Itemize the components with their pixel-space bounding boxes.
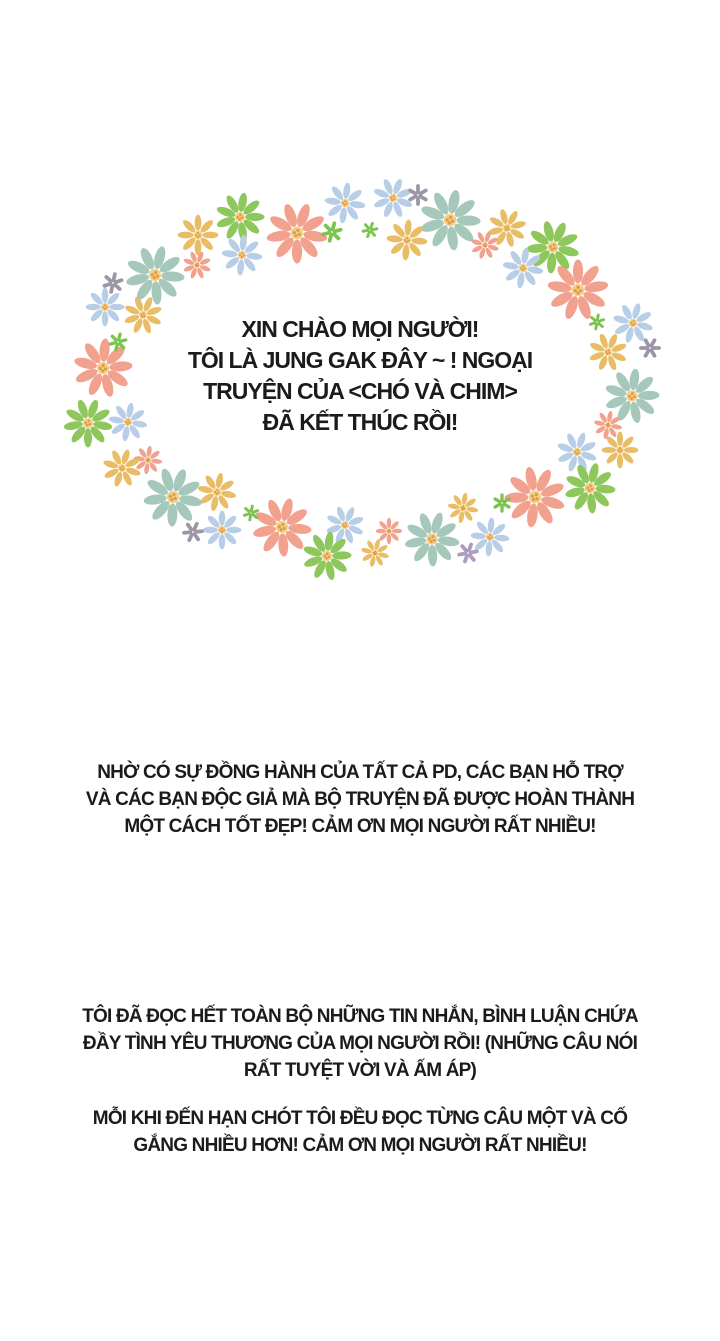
greeting-text	[0, 314, 720, 438]
thanks-paragraph	[0, 759, 720, 840]
daisy-flower-icon	[118, 239, 191, 312]
daisy-flower-icon	[385, 218, 429, 262]
thanks-line-2: VÀ CÁC BẠN ĐỘC GIẢ MÀ BỘ TRUYỆN ĐÃ ĐƯỢC HOÀN THÀNH	[85, 789, 635, 810]
daisy-flower-icon	[178, 215, 219, 256]
sparkle-flower-icon	[182, 521, 204, 544]
greeting-line-3: TRUYỆN CỦA <CHÓ VÀ CHIM>	[203, 378, 517, 404]
greeting-line-4: ĐÃ KẾT THÚC RỒI!	[262, 409, 458, 435]
sparkle-flower-icon	[458, 542, 479, 564]
daisy-flower-icon	[203, 511, 242, 550]
thanks-line-1: NHỜ CÓ SỰ ĐỒNG HÀNH CỦA TẤT CẢ PD, CÁC BẠN HỖ TRỢ	[97, 762, 623, 783]
daisy-flower-icon	[559, 457, 621, 519]
greeting-line-1: XIN CHÀO MỌI NGƯỜI!	[241, 316, 479, 342]
sparkle-flower-icon	[362, 221, 378, 238]
daisy-flower-icon	[194, 469, 240, 515]
daisy-flower-icon	[547, 259, 609, 320]
daisy-flower-icon	[376, 518, 403, 545]
messages-line-3: RẤT TUYỆT VỜI VÀ ẤM ÁP)	[243, 1060, 477, 1081]
daisy-flower-icon	[493, 455, 576, 538]
deadline-paragraph	[0, 1105, 720, 1159]
messages-line-2: ĐẦY TÌNH YÊU THƯƠNG CỦA MỌI NGƯỜI RỒI! (NHỮNG CÂU NÓI	[82, 1033, 638, 1054]
daisy-flower-icon	[322, 180, 368, 226]
daisy-flower-icon	[211, 189, 268, 246]
messages-line-1: TÔI ĐÃ ĐỌC HẾT TOÀN BỘ NHỮNG TIN NHẮN, BÌNH LUẬN CHỨA	[82, 1006, 638, 1027]
daisy-flower-icon	[220, 233, 265, 278]
greeting-line-2: TÔI LÀ JUNG GAK ĐÂY ~ ! NGOẠI	[187, 347, 533, 373]
sparkle-flower-icon	[410, 186, 426, 204]
deadline-line-2: GẮNG NHIỀU HƠN! CẢM ƠN MỌI NGƯỜI RẤT NHIỀU!	[133, 1135, 587, 1156]
deadline-line-1: MỖI KHI ĐẾN HẠN CHÓT TÔI ĐỀU ĐỌC TỪNG CÂU MỘT VÀ CỐ	[92, 1108, 628, 1129]
daisy-flower-icon	[445, 490, 480, 525]
daisy-flower-icon	[413, 184, 486, 257]
messages-paragraph	[0, 1003, 720, 1084]
sparkle-flower-icon	[244, 505, 258, 521]
thanks-line-3: MỘT CÁCH TỐT ĐẸP! CẢM ƠN MỌI NGƯỜI RẤT NHIỀU!	[124, 816, 596, 837]
